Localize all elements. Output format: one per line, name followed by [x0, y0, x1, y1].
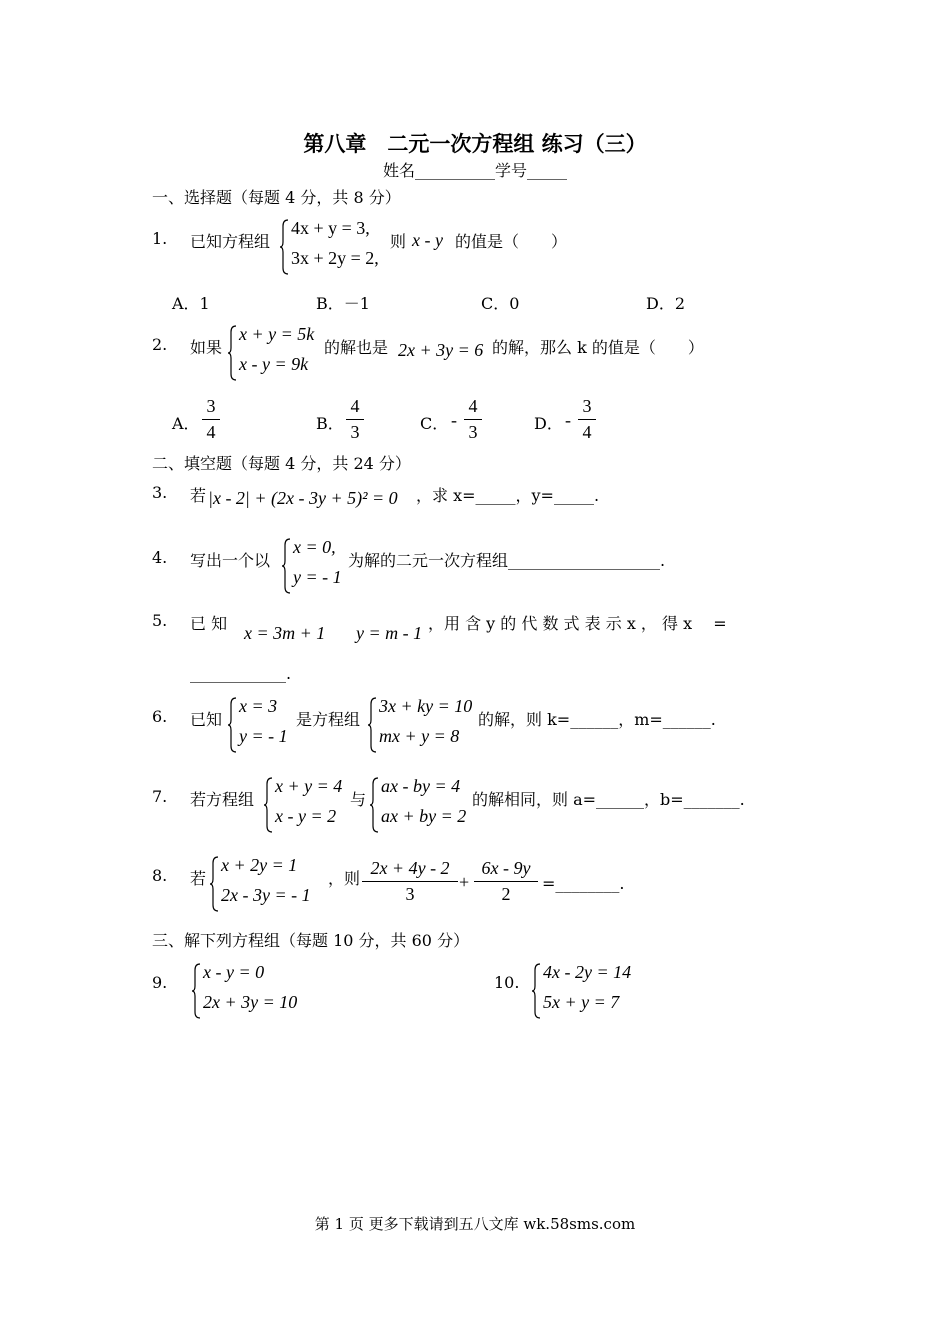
section-1-heading: 一、选择题（每题 4 分，共 8 分） [152, 188, 401, 207]
q3-expr: |x - 2| + (2x - 3y + 5)² = 0 [208, 488, 398, 508]
q6-a1: x = 3 [239, 696, 278, 716]
q6-solution-system [228, 696, 298, 754]
q4-eq2: y = - 1 [293, 567, 342, 587]
section-3-heading: 三、解下列方程组（每题 10 分，共 60 分） [152, 931, 470, 950]
q1-number: 1. [152, 229, 168, 248]
name-id-line: 姓名__________学号_____ [382, 161, 567, 180]
q10-a1: 4x - 2y = 14 [543, 962, 632, 982]
q8-plus: + [459, 872, 470, 892]
q6-prefix: 已知 [190, 710, 223, 729]
q4-number: 4. [152, 548, 168, 567]
q2-option-b-fraction: 4 3 [346, 396, 364, 443]
q3-number: 3. [152, 483, 168, 502]
q8-a1: x + 2y = 1 [221, 855, 298, 875]
q1-option-b: B．－1 [316, 294, 370, 313]
page-footer: 第 1 页 更多下载请到五八文库 wk.58sms.com [314, 1215, 636, 1233]
brace-icon [370, 776, 380, 834]
q7-post: 的解相同，则 a=______，b=_______. [472, 790, 745, 809]
q3-post: ，求 x=_____，y=_____. [416, 486, 600, 505]
q2-option-a-fraction: 3 4 [202, 396, 220, 443]
q2-post: 的解，那么 k 的值是（ ） [492, 338, 704, 357]
q5-expr-2: y = m - 1 [356, 623, 423, 643]
q1-option-c: C．0 [481, 294, 520, 313]
q8-post: =________. [542, 874, 625, 893]
brace-icon [264, 776, 274, 834]
brace-icon [368, 696, 378, 754]
q10-number: 10. [494, 973, 520, 992]
brace-icon [192, 962, 202, 1020]
q7-number: 7. [152, 787, 168, 806]
q7-b2: ax + by = 2 [381, 806, 467, 826]
q6-post: 的解，则 k=______，m=______. [478, 710, 716, 729]
q4-prefix: 写出一个以 [190, 551, 271, 570]
q2-number: 2. [152, 335, 168, 354]
q7-a2: x - y = 2 [275, 806, 337, 826]
q1-prefix: 已知方程组 [190, 232, 271, 251]
q3-prefix: 若 [190, 486, 207, 505]
q7-a1: x + y = 4 [275, 776, 343, 796]
q2-option-b-label: B． [316, 414, 344, 433]
q7-b1: ax - by = 4 [381, 776, 461, 796]
q8-a2: 2x - 3y = - 1 [221, 885, 311, 905]
q8-system [210, 855, 330, 913]
q1-mid: 则 [390, 232, 407, 251]
q4-system [282, 537, 352, 595]
brace-icon [228, 696, 238, 754]
q1-system [280, 218, 400, 276]
q6-b2: mx + y = 8 [379, 726, 460, 746]
q2-option-d-fraction: 3 4 [578, 396, 596, 443]
q5-answer-line: ____________. [190, 664, 292, 683]
q1-post: 的值是（ ） [455, 232, 568, 251]
q6-a2: y = - 1 [239, 726, 288, 746]
brace-icon [280, 218, 290, 276]
q5-post: ，用 含 y 的 代 数 式 表 示 x ， 得 x = [428, 614, 727, 633]
q2-option-d-label: D． [534, 414, 563, 433]
q2-system [228, 324, 328, 382]
q10-a2: 5x + y = 7 [543, 992, 620, 1012]
q6-mid: 是方程组 [296, 710, 361, 729]
section-2-heading: 二、填空题（每题 4 分，共 24 分） [152, 454, 411, 473]
q6-number: 6. [152, 707, 168, 726]
q2-expr: 2x + 3y = 6 [398, 340, 484, 360]
q2-option-a-label: A． [172, 414, 200, 433]
q7-system-1 [264, 776, 354, 834]
q6-system [368, 696, 478, 754]
q10-system [532, 962, 652, 1020]
q8-fraction-2: 6x - 9y 2 [474, 858, 538, 905]
q7-mid: 与 [350, 790, 367, 809]
brace-icon [210, 855, 220, 913]
q2-eq1: x + y = 5k [239, 324, 315, 344]
q5-number: 5. [152, 611, 168, 630]
q5-expr-1: x = 3m + 1 [244, 623, 326, 643]
q7-prefix: 若方程组 [190, 790, 255, 809]
q9-number: 9. [152, 973, 168, 992]
q8-fraction-1: 2x + 4y - 2 3 [362, 858, 458, 905]
q1-eq1: 4x + y = 3, [291, 218, 370, 238]
brace-icon [532, 962, 542, 1020]
q1-option-d: D．2 [646, 294, 686, 313]
q4-post: 为解的二元一次方程组___________________. [348, 551, 666, 570]
q2-option-c-fraction: 4 3 [464, 396, 482, 443]
q8-number: 8. [152, 866, 168, 885]
q8-mid: ，则 [328, 869, 361, 888]
q1-expr: x - y [412, 230, 443, 250]
q7-system-2 [370, 776, 480, 834]
page-title: 第八章 二元一次方程组 练习（三） [303, 131, 647, 156]
q2-prefix: 如果 [190, 338, 223, 357]
q2-option-c-label: C． [420, 414, 449, 433]
q2-mid: 的解也是 [324, 338, 389, 357]
q8-prefix: 若 [190, 869, 207, 888]
q4-eq1: x = 0, [293, 537, 336, 557]
q9-system [192, 962, 312, 1020]
q2-option-c-sign: - [451, 410, 457, 430]
q5-prefix: 已 知 [190, 614, 228, 633]
q1-option-a: A．1 [172, 294, 210, 313]
q2-eq2: x - y = 9k [239, 354, 309, 374]
q2-option-d-sign: - [565, 410, 571, 430]
brace-icon [228, 324, 238, 382]
q9-a1: x - y = 0 [203, 962, 265, 982]
q6-b1: 3x + ky = 10 [379, 696, 473, 716]
q9-a2: 2x + 3y = 10 [203, 992, 298, 1012]
brace-icon [282, 537, 292, 595]
q1-eq2: 3x + 2y = 2, [291, 248, 379, 268]
